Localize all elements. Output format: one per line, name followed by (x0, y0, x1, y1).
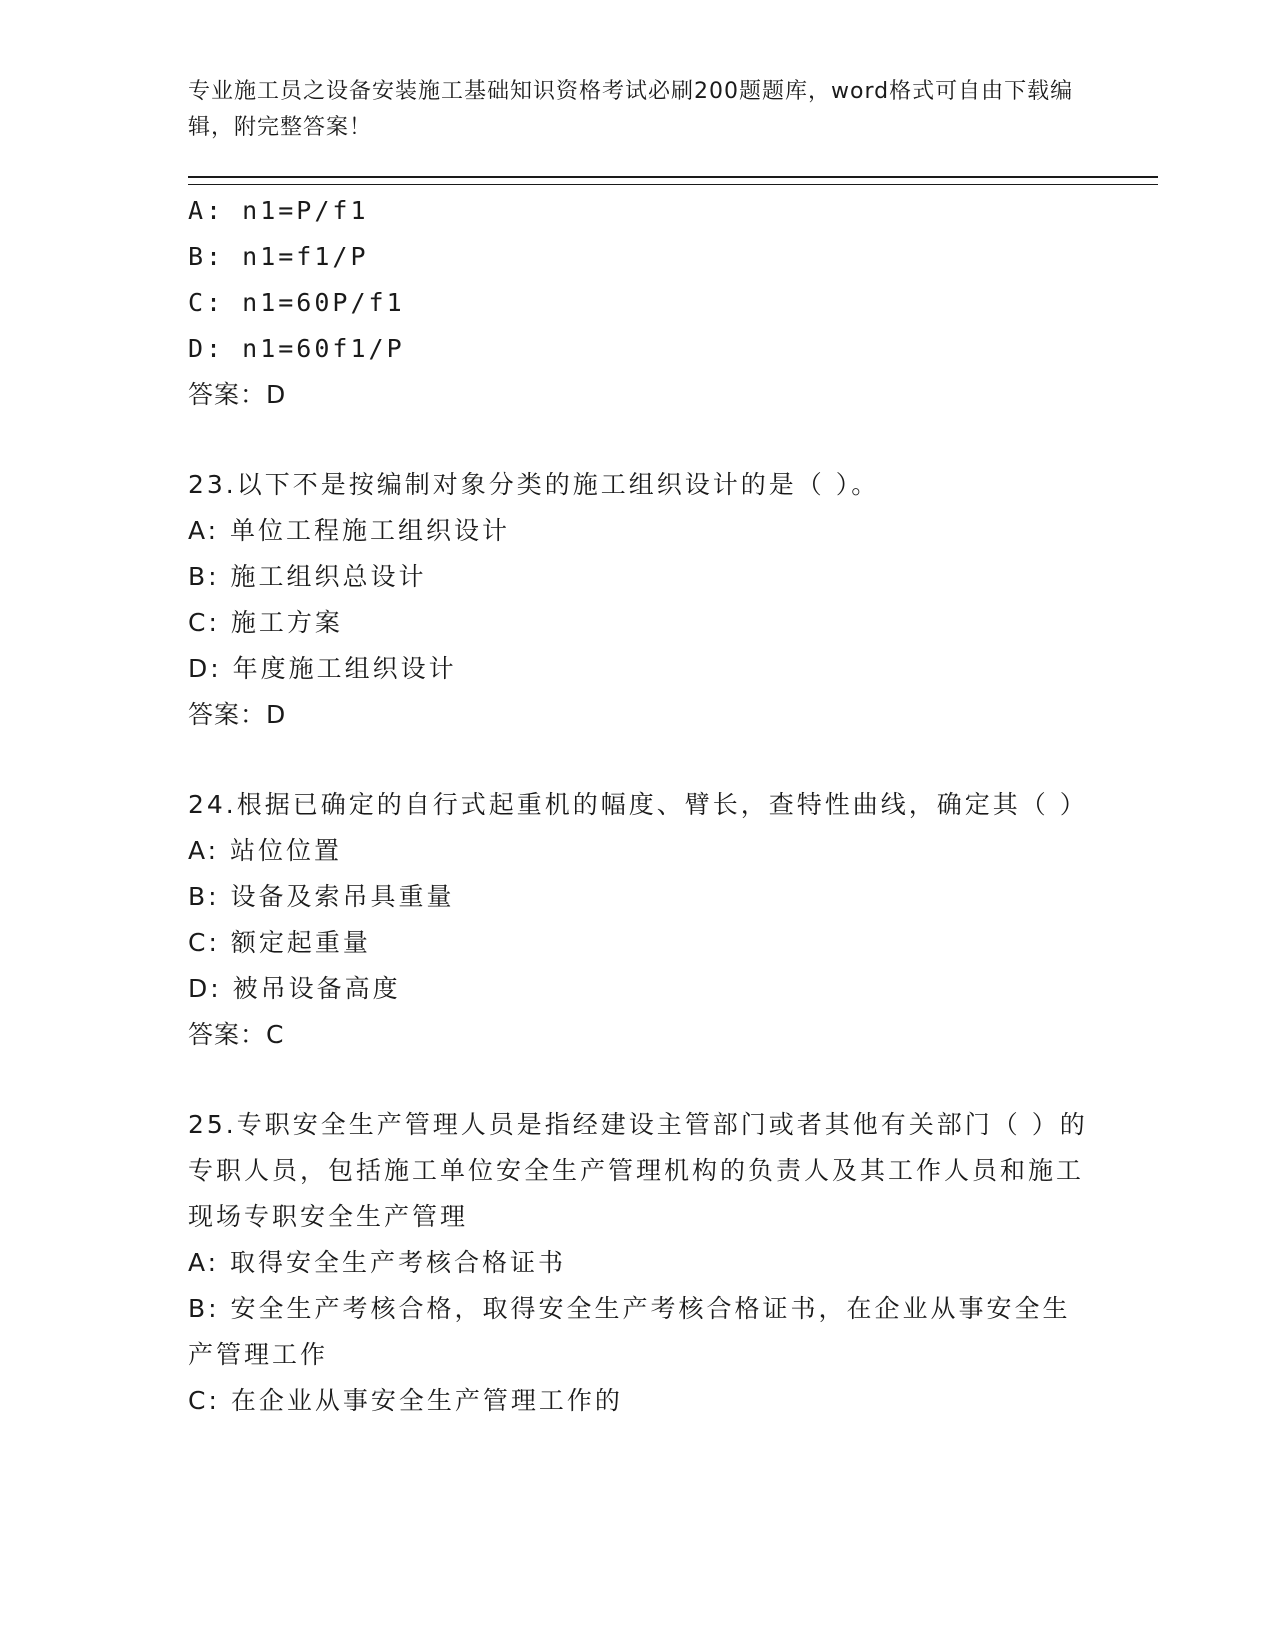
option-a: A: 站位位置 (188, 836, 343, 865)
header-divider (188, 176, 1158, 185)
answer-line: 答案：D (188, 700, 287, 729)
question-stem: 23.以下不是按编制对象分类的施工组织设计的是（ ）。 (188, 470, 880, 499)
question-stem: 24.根据已确定的自行式起重机的幅度、臂长，查特性曲线，确定其（ ） (188, 790, 1088, 819)
option-d: D: n1=60f1/P (188, 334, 405, 363)
question-list (188, 188, 1088, 1424)
question-24 (188, 782, 1088, 1058)
answer-line: 答案：D (188, 380, 287, 409)
option-d: D: 被吊设备高度 (188, 974, 401, 1003)
question-25 (188, 1102, 1088, 1424)
question-23 (188, 462, 1088, 738)
option-c: C: 额定起重量 (188, 928, 371, 957)
option-a: A: 取得安全生产考核合格证书 (188, 1248, 567, 1277)
option-b: B: 安全生产考核合格，取得安全生产考核合格证书，在企业从事安全生产管理工作 (188, 1294, 1071, 1369)
document-title: 专业施工员之设备安装施工基础知识资格考试必刷200题题库，word格式可自由下载编辑，附完整答案！ (188, 79, 1074, 140)
question-22 (188, 188, 1088, 418)
option-b: B: 设备及索吊具重量 (188, 882, 455, 911)
option-a: A: 单位工程施工组织设计 (188, 516, 511, 545)
option-c: C: 施工方案 (188, 608, 343, 637)
answer-line: 答案：C (188, 1020, 285, 1049)
option-c: C: n1=60P/f1 (188, 288, 405, 317)
option-a: A: n1=P/f1 (188, 196, 369, 225)
question-stem: 25.专职安全生产管理人员是指经建设主管部门或者其他有关部门（ ）的专职人员，包括施工单位安全生产管理机构的负责人及其工作人员和施工现场专职安全生产管理 (188, 1110, 1088, 1231)
option-d: D: 年度施工组织设计 (188, 654, 457, 683)
page-header (188, 74, 1088, 146)
option-b: B: 施工组织总设计 (188, 562, 427, 591)
option-c: C: 在企业从事安全生产管理工作的 (188, 1386, 623, 1415)
option-b: B: n1=f1/P (188, 242, 369, 271)
